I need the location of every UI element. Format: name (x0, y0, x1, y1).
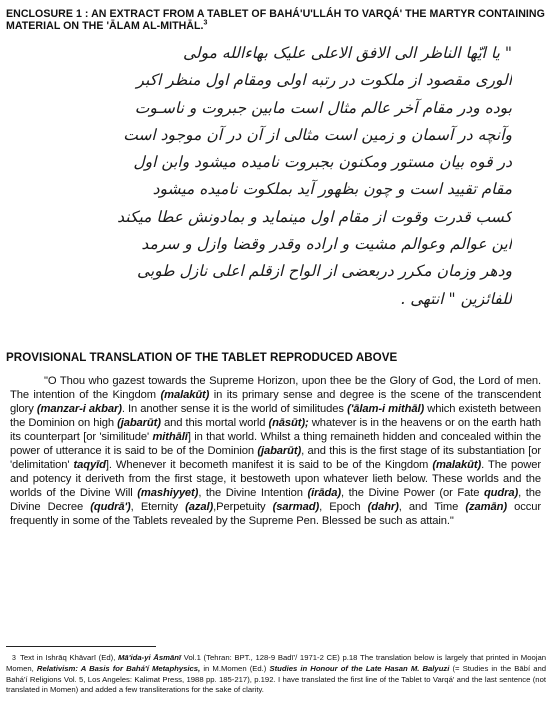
transliteration-term: (nāsūt); (268, 417, 309, 429)
cited-title: Mā'ida-yi Āsmānī (118, 653, 182, 662)
section-heading: PROVISIONAL TRANSLATION OF THE TABLET REPRODUCED ABOVE (6, 351, 398, 364)
persian-line: وآنچه در آسمان و زمین است مثالی از آن در آن موجود است (123, 125, 512, 144)
transliteration-term: (jabarūt) (117, 417, 161, 429)
persian-line: این عوالم وعوالم مشیت و اراده وقدر وقضا وازل و سرمد (141, 235, 512, 254)
footnote: 3 Text in Ishrāq Khāvarī (Ed), Mā'ida-yi Āsmānī Vol.1 (Tehran: BPT., 128-9 Badī'/ 1971-2 CE) p.18 The translation below is largely that printed in Moojan Momen, Relativism: A Basis for Bahá'í Metaphysics, in M.Momen (Ed.) Studies in Honour of the Late Hasan M. Balyuzi (= Studies in the Bābí and Bahá'í Religions Vol. 5, Los Angeles: Kalimat Press, 1988 pp. 185-217), p.192. I have translated the first line of the Tablet to Varqá' and the last sentence (not translated in Momen) and added a few transliterations for the sake of clarity. (6, 653, 547, 695)
persian-line: کسب قدرت وقوت از مقام اول مینماید و بمادونش عطا میکند (117, 207, 512, 226)
transliteration-term: (sarmad) (272, 501, 320, 513)
persian-line: مقام تقیید است و چون بظهور آید بملکوت نامیده میشود (152, 180, 512, 199)
transliteration-term: (qudrā') (90, 501, 131, 513)
footnote-divider (6, 646, 156, 647)
persian-line: الوری مقصود از ملکوت در رتبه اولی ومقام اول منظر اکبر (136, 71, 512, 90)
transliteration-term: (manzar-i akbar) (36, 403, 122, 415)
transliteration-term: (mashiyyet) (137, 487, 199, 499)
persian-line: للفائزین " انتهی . (400, 289, 512, 308)
transliteration-term: (zamān) (465, 501, 507, 513)
enclosure-heading-text: ENCLOSURE 1 : AN EXTRACT FROM A TABLET OF BAHÁ'U'LLÁH TO VARQÁ' THE MARTYR CONTAINING MATERIAL ON THE 'ĀLAM AL-MITHĀL. (6, 8, 545, 32)
transliteration-term: (dahr) (367, 501, 399, 513)
handwritten-persian-text (56, 40, 512, 313)
footnote-reference: 3 (203, 19, 208, 27)
cited-title: Studies in Honour of the Late Hasan M. Balyuzi (269, 664, 450, 674)
transliteration-term: mithālī (152, 431, 188, 443)
transliteration-term: taqyīd (73, 459, 106, 471)
transliteration-term: ('ālam-i mithāl) (347, 403, 425, 415)
cited-title: Relativism: A Basis for Bahá'í Metaphysics, (36, 664, 201, 674)
enclosure-heading (6, 8, 546, 32)
persian-line: در قوه بیان مستور ومکنون بجبروت نامیده میشود وابن اول (133, 153, 512, 172)
transliteration-term: (irāda) (307, 487, 341, 499)
footnote-number: 3 (12, 655, 16, 662)
transliteration-term: (malakūt) (432, 459, 482, 471)
persian-line: ودهر وزمان مکرر دربعضی از الواح ازقلم اعلی نازل طوبی (136, 262, 512, 281)
persian-line: " یا ایّها الناظر الی الافق الاعلی علیک بهاءالله مولی (182, 44, 512, 62)
transliteration-term: (malakūt) (160, 389, 210, 401)
transliteration-term: (azal) (185, 501, 214, 513)
persian-line: بوده ودر مقام آخر عالم مثال است مابین جبروت و ناسـوت (134, 98, 512, 117)
transliteration-term: (jabarūt) (257, 445, 302, 457)
translation-paragraph: "O Thou who gazest towards the Supreme Horizon, upon thee be the Glory of God, the Lord of men. The intention of the Kingdom (malakūt) in its primary sense and degree is the scene of the transcendent glory (manzar-i akbar). In another sense it is the world of similitudes ('ālam-i mithāl) which existeth between the Dominion on high (jabarūt) and this mortal world (nāsūt); whatever is in the heavens or on the earth hath its counterpart [or 'similitude' mithālī] in that world. Whilst a thing remaineth hidden and concealed within the power of utterance it is said to be of the Dominion (jabarūt), and this is the first stage of its substantiation [or 'delimitation' taqyīd]. Whenever it becometh manifest it is said to be of the Kingdom (malakūt). The power and potency it deriveth from the first stage, it bestoweth upon whatever lieth below. These worlds and the worlds of the Divine Will (mashiyyet), the Divine Intention (irāda), the Divine Power (or Fate qudra), the Divine Decree (qudrā'), Eternity (azal),Perpetuity (sarmad), Epoch (dahr), and Time (zamān) occur frequently in some of the Tablets revealed by the Supreme Pen. Blessed be such as attain." (10, 375, 542, 527)
transliteration-term: qudra) (483, 487, 519, 499)
